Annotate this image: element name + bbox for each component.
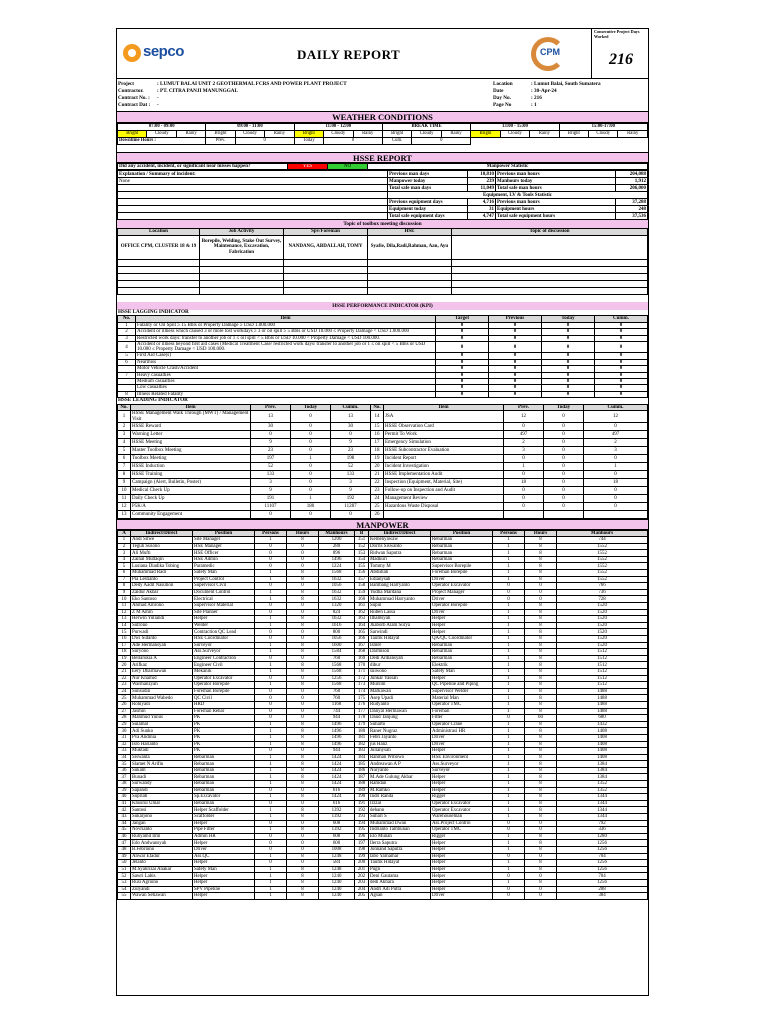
table-row: 13 Community Engagement 0 0 0 26 xyxy=(118,510,648,518)
table-row: 9 Zaidur Akbar Document Control 1 8 1632 159 Yudha Mardana Project Manager 0 0 736 xyxy=(118,589,648,596)
yes-indicator: YES xyxy=(288,164,328,170)
weather-table: 07:00 - 09:00 09:00 - 11:00 11:00 - 12:00 BREAK TIME 13:00 - 15:00 15:00-17:00 Bright Cloudy Rainy Bright Cloudy Rainy Bright Cloudy Rainy Bright Cloudy Rainy Bright Cloudy Rainy Bright Cloudy Rainy Downtime Hours : Prev. 0 Today 0 Cum. 0 xyxy=(117,123,648,145)
table-row: 19 Bellarukia A Engineer Contraction 0 0 760 169 Dedi Ardiansyah Rebarman 1 8 1512 xyxy=(118,655,648,662)
table-row: 6 Toolbox Meeting 197 1 198 19 Incident Report 0 0 0 xyxy=(118,454,648,462)
cpm-logo: CPM xyxy=(529,35,569,75)
break-time-label: BREAK TIME xyxy=(382,124,470,131)
weather-option: Rainy xyxy=(441,131,470,138)
table-row: 31 Pva Andinia PK 1 8 1496 181 Febri Jayanto Driver 1 8 1408 xyxy=(118,734,648,741)
weather-option: Bright xyxy=(294,131,323,138)
table-row: 5 First Aid Case(s) 0 0 0 0 xyxy=(118,353,648,359)
table-row: 18 Suryono Ass.Surveyor 1 8 1584 168 Darmison Rebarman 1 8 1512 xyxy=(118,649,648,656)
manpower-band: MANPOWER xyxy=(117,519,648,530)
table-row: 8 HSSE Training 133 0 133 21 HSSE Implementation Audit 0 0 0 xyxy=(118,470,648,478)
lagging-table: No. Item Target Previous Today Cumm. 1 Fatality or Oil Spill ≥ 15 Bbls or Property Damage ≥ USD 1.000.000 0 0 0 0 2 Accident or illness which caused 3 or more lost workdays ≥ 3 or oil spill ≥ 5 Bbls or USD 10.000 ≤ Property Damage < USD 1.000.000 0 0 0 0 3 Restricted work days: transfer to another job or 1 ≤ oil spill < 5 Bbls or USD 10.000 < Property Damage < USD 100.000. 0 0 0 0 4 Accident or illness beyond first aid cases (Medical Treatment Case/ restricted work days/ transfer to another job or 1 ≤ oil spill < 5 Bbls or USD 10.000 ≤ Property Damage < USD 100.000. 0 0 0 0 5 First Aid Case(s) 0 0 0 0 6 Nearmiss 0 0 0 0 Motor Vehicle Crash/Accident 0 0 0 0 7 Heavy casualties 0 0 0 0 Medium casualties 0 0 0 0 Low casualties 0 0 0 0 8 Illness Related Fatality 0 0 0 0 xyxy=(117,315,648,398)
table-row: 41 Khusrul Umar Rebarman 0 0 616 191 Irzzal Operator Excavator 1 8 1344 xyxy=(118,800,648,807)
table-row: 2 Teguh Susono HSE Manager 0 0 280 152 Dorris Siswanto Rebarman 1 8 1552 xyxy=(118,543,648,550)
weather-option: Rainy xyxy=(176,131,205,138)
table-row: 27 Jasmin Foreman Rebar 0 0 744 177 Danyal Hermawan Foreman 1 8 1488 xyxy=(118,708,648,715)
weather-option: Cloudy xyxy=(500,131,529,138)
table-row: Motor Vehicle Crash/Accident 0 0 0 0 xyxy=(118,366,648,372)
table-row: 53 Rusi Agriono Helper 1 8 1240 203 dedi Akbara Helper 1 8 1256 xyxy=(118,879,648,886)
table-row: 2 HSSE Reward 30 0 30 15 HSSE Observation Card 0 0 0 xyxy=(118,422,648,430)
table-row: 45 Novrianto Pipe Fitter 1 8 1392 195 Indrianto Tambunan Operator TMC 0 0 336 xyxy=(118,827,648,834)
hsse-question: Did any accident, incident, or significant near misses happen? YES NO Manpower Statistic xyxy=(117,163,648,170)
sepco-logo: sepco xyxy=(123,41,213,67)
consecutive-days-value: 216 xyxy=(609,51,633,68)
weather-option: Rainy xyxy=(530,131,559,138)
table-row: 29 Sulamat PK 1 8 1496 179 Suharto Operator Crane 1 8 1432 xyxy=(118,721,648,728)
table-row: 49 Anwar Efadur Ass.QC 1 8 1248 199 tabo Yarnamar Helper 0 0 704 xyxy=(118,853,648,860)
table-row: 52 Sawri Labis Helper 1 8 1240 202 Deni Gautama Helper 0 0 704 xyxy=(118,873,648,880)
table-row: 5 Lusiana Diadika Tobing Paramedic 0 0 1224 155 Tommy M Supervisor Borepile 1 8 1552 xyxy=(118,563,648,570)
weather-option: Rainy xyxy=(353,131,382,138)
table-row: 10 Medical Check Up 9 0 9 23 Follow-up on Inspection and Audit 0 0 0 xyxy=(118,486,648,494)
table-row: 3 Restricted work days: transfer to another job or 1 ≤ oil spill < 5 Bbls or USD 10.000 < Property Damage < USD 100.000. 0 0 0 0 xyxy=(118,335,648,341)
table-row: 11 Daily Check Up 191 1 192 24 Management Review 0 0 0 xyxy=(118,494,648,502)
table-row: 16 Dwi Sutanto HSE Coordinator 0 0 1056 166 Taufik Hidayat QA/QC Coordinator 1 8 1520 xyxy=(118,636,648,643)
weather-option: Bright xyxy=(471,131,500,138)
table-row: Medium casualties 0 0 0 0 xyxy=(118,378,648,384)
table-row: 36 Sukam Rebarman 1 8 1424 186 Nuryanto Surveyor 1 8 1384 xyxy=(118,767,648,774)
table-row: 1 HSSE Management Walk Through (MWT) / Management Visit 13 0 13 14 JSA 12 0 12 xyxy=(118,411,648,423)
table-row: 9 Campaign (Alert, Bulletin, Poster) 3 0 3 22 Inspection (Equipment, Material, Site) 18 0 18 xyxy=(118,478,648,486)
hsse-band: HSSE REPORT xyxy=(117,152,648,163)
consecutive-days-counter: Consecutive Project Days Worked 216 xyxy=(591,29,649,79)
table-row: 13 Herwin Yuliandi Helper 1 8 1632 163 Ilhamsyah Helper 1 8 1520 xyxy=(118,616,648,623)
toolbox-table: Location Job Activity Spv/Foreman HSE Topic of discussion OFFICE CPM, CLUSTER 18 & 19 Borepile, Welding, Stake Out Survey, Maintenance, Excavation, Fabrication NANDANG, ABDALLAH, TOMY Syafie, Dila,Radi,Rahman, Aan, Ayu xyxy=(117,228,648,294)
leading-table: No. Item Prev. Today Cumm. No. Item Prev. Today Cumm. 1 HSSE Management Walk Through (MWT) / Management Visit 13 0 13 14 JSA 12 0 12 2 HSSE Reward 30 0 30 15 HSSE Observation Card 0 0 0 3 Warning Letter 0 0 0 16 Permit To Work 497 0 497 4 HSSE Meeting 9 0 9 17 Emergency Simulation 2 0 2 5 Master Toolbox Meeting 23 0 23 18 HSSE Subcontractor Evaluation 3 0 3 6 Toolbox Meeting 197 1 198 19 Incident Report 0 0 0 7 HSSE Induction 52 0 52 20 Incident Investigation 1 0 1 8 HSSE Training 133 0 133 21 HSSE Implementation Audit 0 0 0 9 Campaign (Alert, Bulletin, Poster) 3 0 3 22 Inspection (Equipment, Material, Site) 18 0 18 10 Medical Check Up 9 0 9 23 Follow-up on Inspection and Audit 0 0 0 11 Daily Check Up 191 1 192 24 Management Review 0 0 0 12 P5K/A 11107 180 11287 25 Hazardous Waste Disposal 0 0 0 13 Community Engagement 0 0 0 26 xyxy=(117,404,648,519)
table-row: 34 Siswanta Rebarman 1 8 1424 184 Rahman Wibowo HSE Environment 1 8 1408 xyxy=(118,754,648,761)
weather-option: Rainy xyxy=(265,131,294,138)
table-row: 11 Ahmad Amrono Supervisor Material 0 0 1320 161 Supul Operator Borepile 1 8 1520 xyxy=(118,603,648,610)
table-row: 42 Santosi Helper Scaffolder 1 8 1392 192 dehann Operator Excavator 1 8 1344 xyxy=(118,807,648,814)
table-row: 26 Rohiyadi HRD 0 0 1168 176 Rudyanto Operator TMC 1 8 1488 xyxy=(118,701,648,708)
weather-option: Cloudy xyxy=(412,131,441,138)
table-row: 37 Bunadi Rebarman 1 8 1424 187 M.Ade Gulung Akbar Helper 1 8 1384 xyxy=(118,774,648,781)
table-row: 38 Surwandy Rebarman 1 8 1424 188 Ramdan Helper 1 8 1352 xyxy=(118,781,648,788)
page-title: DAILY REPORT xyxy=(297,47,401,62)
table-row: 20 Arifkaz Engineer Civil 1 8 1568 170 dibur Elektrik 1 8 1512 xyxy=(118,662,648,669)
table-row: 5 Master Toolbox Meeting 23 0 23 18 HSSE Subcontractor Evaluation 3 0 3 xyxy=(118,446,648,454)
toolbox-band: Topic of toolbox meeting discussion xyxy=(117,220,648,228)
table-row: 6 Nearmiss 0 0 0 0 xyxy=(118,359,648,365)
table-row: 39 Sapandi Rebarman 0 0 616 189 M.Ramko Helper 1 8 1352 xyxy=(118,787,648,794)
table-row: 32 Isro Harianto PK 1 8 1496 182 jus Hanz Driver 1 8 1408 xyxy=(118,741,648,748)
weather-slot: 13:00 - 15:00 xyxy=(471,124,559,131)
weather-option: Bright xyxy=(206,131,235,138)
no-indicator: NO xyxy=(328,164,368,170)
table-row: 47 Edo Andwansyah Helper 0 0 600 197 Ilerra Saputra Helper 1 8 1256 xyxy=(118,840,648,847)
leading-label: HSSE LEADING INDICATOR xyxy=(118,397,188,404)
weather-option: Cloudy xyxy=(147,131,176,138)
weather-band: WEATHER CONDITIONS xyxy=(117,112,648,123)
table-row: 1 Fatality or Oil Spill ≥ 15 Bbls or Property Damage ≥ USD 1.000.000 0 0 0 0 xyxy=(118,322,648,328)
table-row: 55 Wawan Setiawan Helper 1 8 1240 205 Agsan Driver 0 0 384 xyxy=(118,893,648,900)
sepco-logo-icon xyxy=(123,44,141,62)
table-row: 8 Dedy Aadit Nasution Supervisor Civil 0 0 1056 158 Bambang Harryanto Operator Excavator 0 0 766 xyxy=(118,583,648,590)
table-row: 12 Z M Amin Site Planner 0 0 824 162 Ruben Lassa Driver 1 8 1520 xyxy=(118,609,648,616)
table-row: 14 Sutrono Welder 1 8 1616 164 Jhaborb Alam Surya Helper 1 8 1520 xyxy=(118,622,648,629)
table-row: 50 Jelanto Helper 0 0 584 200 Taufik Hidayat Helper 1 8 1256 xyxy=(118,860,648,867)
weather-option: Cloudy xyxy=(235,131,264,138)
weather-option: Bright xyxy=(382,131,411,138)
table-row: 4 HSSE Meeting 9 0 9 17 Emergency Simulation 2 0 2 xyxy=(118,438,648,446)
table-row: 21 Eery Dharmawan Mekanik 1 8 1568 171 suiwono Safety Man 1 8 1512 xyxy=(118,668,648,675)
table-row: 4 Zainal Muttaqin HSE Admin 0 0 1496 154 Madkuri Rebarman 1 8 1552 xyxy=(118,556,648,563)
weather-option: Bright xyxy=(559,131,588,138)
weather-slot: 09:00 - 11:00 xyxy=(206,124,294,131)
table-row: 48 B.Febriono Driver 0 0 1008 198 Jonnand Saputra Helper 1 8 1256 xyxy=(118,847,648,854)
kpi-band: HSSE PERFORMANCE INDICATOR (KPI) xyxy=(117,302,648,310)
table-row: 22 Nur Khamid Operator Excavator 0 0 1256 172 Juhkar Yassah Helper 1 8 1512 xyxy=(118,675,648,682)
weather-option: Cloudy xyxy=(589,131,618,138)
table-row: 30 Adi Sunko PK 1 8 1496 180 Raner Nugraz Administrasi HR 1 8 1408 xyxy=(118,728,648,735)
table-row: 7 Heavy casualties 0 0 0 0 xyxy=(118,372,648,378)
table-row: 40 Supriati Sp.Excavator 1 8 1424 190 Indri Randa Rigger 1 8 1344 xyxy=(118,794,648,801)
table-row: 3 Warning Letter 0 0 0 16 Permit To Work 497 0 497 xyxy=(118,430,648,438)
weather-slot: 15:00-17:00 xyxy=(559,124,647,131)
table-row: 7 Pia Lestianto Project Control 1 8 1632 157 Edianysah Driver 1 8 1552 xyxy=(118,576,648,583)
table-row: 10 Eko Santoso Electrical 1 8 1632 160 Muhammad Harryanto Driver 0 0 728 xyxy=(118,596,648,603)
report-header xyxy=(117,29,648,79)
table-row: 2 Accident or illness which caused 3 or more lost workdays ≥ 3 or oil spill ≥ 5 Bbls or USD 10.000 ≤ Property Damage < USD 1.000.000 0 0 0 0 xyxy=(118,329,648,335)
hsse-stats: Explanation / Summary of incident: Previous man days 10,810 Previous man hours 204,088 None Manpower today 239 Manhours today 1,912 Total safe man days 11,049 Total safe man hours 206,000 Equipment, LV & Tools Statistic Previous equipment days 4,716 Previous man hours 37,288 Equipment today 31 Equipment hours 248 Total safe equipment days 4,747 Total safe equipment hours 37,536 xyxy=(119,171,646,219)
weather-slot: 07:00 - 09:00 xyxy=(118,124,206,131)
table-row: 23 Warmanzyah Operator Borepile 1 8 1568 173 Mursim QC Pipeline and Piping 1 8 1512 xyxy=(118,682,648,689)
table-row: Low casualties 0 0 0 0 xyxy=(118,385,648,391)
table-row: 1 Andi Sitwe Site Manager 1 8 1200 151 Kemenyawaw Rebarman 1 8 744 xyxy=(118,537,648,544)
table-row: 6 Muhammad Radi Safety Man 1 8 1568 156 Abdullah Foreman Borepile 1 8 1552 xyxy=(118,570,648,577)
table-row: 44 Jangan Helper 0 0 608 194 Muhammad Irwan Ass.Project Control 0 0 792 xyxy=(118,820,648,827)
table-row: 17 Ade Hermansyah Surveyor 1 8 1600 167 Ismet Rebarman 1 8 1520 xyxy=(118,642,648,649)
manpower-table: A Indirect/Direct Position Persons Hours Manhours B Indirect/Direct Position Persons Hours Manhours 1 Andi Sitwe Site Manager 1 8 1200 151 Kemenyawaw Rebarman 1 8 744 2 Teguh Susono HSE Manager 0 0 280 152 Dorris Siswanto Rebarman 1 8 1552 3 Ali Mufti HSE Officer 0 0 896 153 Ridwan Saputra Rebarman 1 8 1552 4 Zainal Muttaqin HSE Admin 0 0 1496 154 Madkuri Rebarman 1 8 1552 5 Lusiana Diadika Tobing Paramedic 0 0 1224 155 Tommy M Supervisor Borepile 1 8 1552 6 Muhammad Radi Safety Man 1 8 1568 156 Abdullah Foreman Borepile 1 8 1552 7 Pia Lestianto Project Control 1 8 1632 157 Edianysah Driver 1 8 1552 8 Dedy Aadit Nasution Supervisor Civil 0 0 1056 158 Bambang Harryanto Operator Excavator 0 0 766 9 Zaidur Akbar Document Control 1 8 1632 159 Yudha Mardana Project Manager 0 0 736 10 Eko Santoso Electrical 1 8 1632 160 Muhammad Harryanto Driver 0 0 728 11 Ahmad Amrono Supervisor Material 0 0 1320 161 Supul Operator Borepile 1 8 1520 12 Z M Amin Site Planner 0 0 824 162 Ruben Lassa Driver 1 8 1520 13 Herwin Yuliandi Helper 1 8 1632 163 Ilhamsyah Helper 1 8 1520 14 Sutrono Welder 1 8 1616 164 Jhaborb Alam Surya Helper 1 8 1520 15 Purwadi Contraction QC Lead 0 0 800 165 Sarwindi Helper 1 8 1520 16 Dwi Sutanto HSE Coordinator 0 0 1056 166 Taufik Hidayat QA/QC Coordinator 1 8 1520 17 Ade Hermansyah Surveyor 1 8 1600 167 Ismet Rebarman 1 8 1520 18 Suryono Ass.Surveyor 1 8 1584 168 Darmison Rebarman 1 8 1512 19 Bellarukia A Engineer Contraction 0 0 760 169 Dedi Ardiansyah Rebarman 1 8 1512 20 Arifkaz Engineer Civil 1 8 1568 170 dibur Elektrik 1 8 1512 21 Eery Dharmawan Mekanik 1 8 1568 171 suiwono Safety Man 1 8 1512 22 Nur Khamid Operator Excavator 0 0 1256 172 Juhkar Yassah Helper 1 8 1512 23 Warmanzyah Operator Borepile 1 8 1568 173 Mursim QC Pipeline and Piping 1 8 1512 24 Sunsudin Foreman Borepile 0 0 760 174 Markawan Supervisor Welder 1 8 1488 25 Muhammad Wahedo QC Civil 0 0 760 175 Asep Upadi Material Man 1 8 1488 26 Rohiyadi HRD 0 0 1168 176 Rudyanto Operator TMC 1 8 1488 27 Jasmin Foreman Rebar 0 0 744 177 Danyal Hermawan Foreman 1 8 1488 28 Mahmud Yunus PK 0 0 944 178 Daud Tanjung Fitter 0 60 680 29 Sulamat PK 1 8 1496 179 Suharto Operator Crane 1 8 1432 30 Adi Sunko PK 1 8 1496 180 Raner Nugraz Administrasi HR 1 8 1408 31 Pva Andinia PK 1 8 1496 181 Febri Jayanto Driver 1 8 1408 32 Isro Harianto PK 1 8 1496 182 jus Hanz Driver 1 8 1408 33 Muktadi PK 0 0 944 183 Julianysah Helper 1 8 1408 34 Siswanta Rebarman 1 8 1424 184 Rahman Wibowo HSE Environment 1 8 1408 35 Slamet N Arifin Rebarman 1 8 1424 185 Andreawan A P Ass.Surveyor 1 8 1384 36 Sukam Rebarman 1 8 1424 186 Nuryanto Surveyor 1 8 1384 37 Bunadi Rebarman 1 8 1424 187 M.Ade Gulung Akbar Helper 1 8 1384 38 Surwandy Rebarman 1 8 1424 188 Ramdan Helper 1 8 1352 39 Sapandi Rebarman 0 0 616 189 M.Ramko Helper 1 8 1352 40 Supriati Sp.Excavator 1 8 1424 190 Indri Randa Rigger 1 8 1344 41 Khusrul Umar Rebarman 0 0 616 191 Irzzal Operator Excavator 1 8 1344 42 Santosi Helper Scaffolder 1 8 1392 192 dehann Operator Excavator 1 8 1344 43 Sukarjono Scaffolder 1 8 1392 193 Suhari S Warehouseman 1 8 1344 44 Jangan Helper 0 0 608 194 Muhammad Irwan Ass.Project Control 0 0 792 45 Novrianto Pipe Fitter 1 8 1392 195 Indrianto Tambunan Operator TMC 0 0 336 46 Ruhyamd Ilmi Admin HR 0 0 608 196 Elo Munah Rigger 1 8 1280 47 Edo Andwansyah Helper 0 0 600 197 Ilerra Saputra Helper 1 8 1256 48 B.Febriono Driver 0 0 1008 198 Jonnand Saputra Helper 1 8 1256 49 Anwar Efadur Ass.QC 1 8 1248 199 tabo Yarnamar Helper 0 0 704 50 Jelanto Helper 0 0 584 200 Taufik Hidayat Helper 1 8 1256 51 M.Syahrizal Anakar Safety Man 1 8 1248 201 Pugn Helper 1 8 1256 52 Sawri Labis Helper 1 8 1240 202 Deni Gautama Helper 0 0 704 53 Rusi Agriono Helper 1 8 1240 203 dedi Akbara Helper 1 8 1256 54 Zulyandi SPV Pipeline 1 8 1240 204 Andri Adi Putra Helper 0 0 208 55 Wawan Setiawan Helper 1 8 1240 205 Agsan Driver 0 0 384 xyxy=(117,530,648,900)
table-row: 15 Purwadi Contraction QC Lead 0 0 800 165 Sarwindi Helper 1 8 1520 xyxy=(118,629,648,636)
table-row: 28 Mahmud Yunus PK 0 0 944 178 Daud Tanjung Fitter 0 60 680 xyxy=(118,715,648,722)
table-row: 24 Sunsudin Foreman Borepile 0 0 760 174 Markawan Supervisor Welder 1 8 1488 xyxy=(118,688,648,695)
table-row: 25 Muhammad Wahedo QC Civil 0 0 760 175 Asep Upadi Material Man 1 8 1488 xyxy=(118,695,648,702)
table-row: 51 M.Syahrizal Anakar Safety Man 1 8 1248 201 Pugn Helper 1 8 1256 xyxy=(118,866,648,873)
table-row: 7 HSSE Induction 52 0 52 20 Incident Investigation 1 0 1 xyxy=(118,462,648,470)
table-row: 8 Illness Related Fatality 0 0 0 0 xyxy=(118,391,648,397)
weather-slot: 11:00 - 12:00 xyxy=(294,124,382,131)
table-row: 46 Ruhyamd Ilmi Admin HR 0 0 608 196 Elo Munah Rigger 1 8 1280 xyxy=(118,833,648,840)
table-row: 54 Zulyandi SPV Pipeline 1 8 1240 204 Andri Adi Putra Helper 0 0 208 xyxy=(118,886,648,893)
table-row: 43 Sukarjono Scaffolder 1 8 1392 193 Suhari S Warehouseman 1 8 1344 xyxy=(118,814,648,821)
project-info: Project : LUMUT BALAI UNIT 2 GEOTHERMAL FCRS AND POWER PLANT PROJECT Location : Lumut Balai, South Sumatera Contractor. : PT. CITRA PANJI MANUNGGAL Date : 30-Apr-24 Contract No. : - Day No. : 216 Contract Dat : - Page No : 1 xyxy=(117,79,648,112)
table-row: 4 Accident or illness beyond first aid cases (Medical Treatment Case/ restricted work days/ transfer to another job or 1 ≤ oil spill < 5 Bbls or USD 10.000 ≤ Property Damage < USD 100.000. 0 0 0 0 xyxy=(118,341,648,353)
table-row: 12 P5K/A 11107 180 11287 25 Hazardous Waste Disposal 0 0 0 xyxy=(118,502,648,510)
table-row: 35 Slamet N Arifin Rebarman 1 8 1424 185 Andreawan A P Ass.Surveyor 1 8 1384 xyxy=(118,761,648,768)
table-row: 3 Ali Mufti HSE Officer 0 0 896 153 Ridwan Saputra Rebarman 1 8 1552 xyxy=(118,550,648,557)
table-row: 33 Muktadi PK 0 0 944 183 Julianysah Helper 1 8 1408 xyxy=(118,748,648,755)
daily-report-page xyxy=(116,28,649,996)
lagging-label: HSSE LAGGING INDICATOR xyxy=(118,308,189,315)
weather-option: Cloudy xyxy=(324,131,353,138)
weather-option: Bright xyxy=(118,131,147,138)
weather-option: Rainy xyxy=(618,131,648,138)
